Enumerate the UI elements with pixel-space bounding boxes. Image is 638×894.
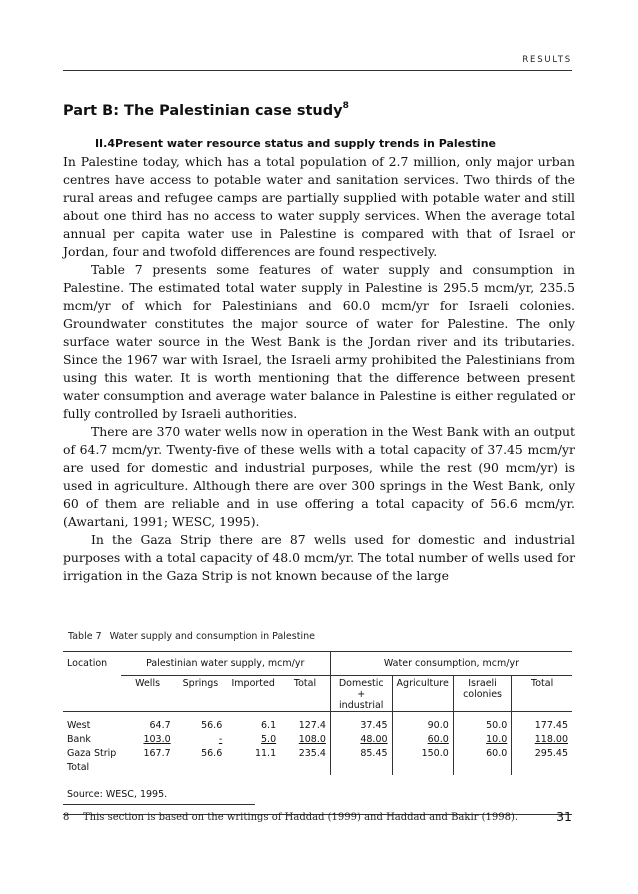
table-cell: 5.0	[261, 734, 277, 745]
table-cell: 11.1	[254, 748, 277, 759]
paragraph: In Palestine today, which has a total population of 2.7 million, only major urban centres have access to potable water and sanitation services. Two thirds of the rural areas and refugee camps are partially supplied with potable water and still about one third has no access to water supply services. When the average total annual per capita water use in Palestine is compared with that of Israel or Jordan, four and twofold differences are found respectively.	[63, 154, 575, 259]
row-label: Total	[67, 762, 90, 773]
running-head: RESULTS	[522, 55, 572, 65]
part-title-footnote-ref: 8	[342, 101, 349, 111]
table-source: Source: WESC, 1995.	[63, 775, 572, 815]
paragraph: Table 7 presents some features of water supply and consumption in Palestine. The estimated total water supply in Palestine is 295.5 mcm/yr, 235.5 mcm/yr of which for Palestinians and 60.0 mcm/yr for Israeli colonies. Groundwater constitutes the major source of water for Palestine. The only surface water source in the West Bank is the Jordan river and its tributaries. Since the 1967 war with Israel, the Israeli army prohibited the Palestinians from using this water. It is worth mentioning that the difference between present water consumption and average water balance in Palestine is either regulated or fully controlled by Israeli authorities.	[63, 262, 575, 421]
row-label: Gaza Strip	[67, 748, 117, 759]
table-cell: 177.45	[534, 720, 568, 731]
table-cell: 6.1	[261, 720, 277, 731]
paragraph: In the Gaza Strip there are 87 wells used for domestic and industrial purposes with a total capacity of 48.0 mcm/yr. The total number of wells used for irrigation in the Gaza Strip is not known because of the large	[63, 532, 575, 583]
header-rule	[63, 70, 572, 71]
section-title: Present water resource status and supply trends in Palestine	[115, 137, 496, 150]
column-header: Total	[512, 676, 572, 712]
part-title-text: Part B: The Palestinian case study	[63, 103, 343, 119]
column-header: Total	[280, 676, 330, 712]
column-header: Israeli colonies	[453, 676, 512, 712]
stub-header	[63, 676, 121, 712]
table-cell: 48.00	[360, 734, 388, 745]
table-cell: 118.00	[534, 734, 568, 745]
water-table	[63, 651, 572, 815]
table-data-body	[63, 712, 572, 776]
table-cell: 167.7	[143, 748, 171, 759]
table-source-row	[63, 775, 572, 815]
column-header: Agriculture	[392, 676, 453, 712]
table-cell: 50.0	[486, 720, 508, 731]
table-cell: 90.0	[427, 720, 449, 731]
footnote	[63, 812, 518, 823]
table-cell: 127.4	[298, 720, 326, 731]
table-group-header-row	[63, 652, 572, 676]
supply-group-header: Palestinian water supply, mcm/yr	[121, 652, 331, 676]
table-cell: 10.0	[486, 734, 508, 745]
paragraph: There are 370 water wells now in operation in the West Bank with an output of 64.7 mcm/yr. Twenty-five of these wells with a total capacity of 37.45 mcm/yr are used for domestic and industrial purposes, while the rest (90 mcm/yr) is used in agriculture. Although there are over 300 springs in the West Bank, only 60 of them are reliable and in use offering a total capacity of 56.6 mcm/yr. (Awartani, 1991; WESC, 1995).	[63, 424, 575, 529]
table-caption-text: Water supply and consumption in Palestine	[109, 631, 315, 642]
table-caption	[68, 631, 315, 642]
column-header: Wells	[121, 676, 175, 712]
table-cell: 60.0	[427, 734, 449, 745]
table-label: Table 7	[68, 631, 102, 642]
table-cell: 85.45	[360, 748, 388, 759]
footnote-rule	[63, 804, 255, 805]
body-text	[63, 153, 575, 585]
page-number: 31	[556, 809, 572, 824]
column-header: Imported	[226, 676, 280, 712]
table-cell: 150.0	[421, 748, 449, 759]
row-label: West Bank	[67, 720, 91, 745]
table-cell: 108.0	[298, 734, 326, 745]
table-cell: -	[218, 734, 223, 745]
table-cell: 60.0	[486, 748, 508, 759]
table-cell: 37.45	[360, 720, 388, 731]
table-cell: 103.0	[143, 734, 171, 745]
section-number: II.4	[94, 137, 115, 150]
section-heading	[63, 137, 496, 150]
footnote-mark: 8	[63, 812, 70, 823]
consumption-group-header: Water consumption, mcm/yr	[330, 652, 572, 676]
table-cell: 64.7	[149, 720, 171, 731]
table-cell: 56.6	[201, 720, 223, 731]
table-cell: 235.4	[298, 748, 326, 759]
location-header: Location	[63, 652, 121, 676]
column-header: Domestic + industrial	[330, 676, 392, 712]
table-cell: 295.45	[534, 748, 568, 759]
part-title	[63, 101, 349, 119]
table-column-header-row	[63, 676, 572, 712]
footnote-text: This section is based on the writings of Haddad (1999) and Haddad and Bakir (1998).	[83, 812, 519, 823]
table-cell: 56.6	[201, 748, 223, 759]
column-header: Springs	[175, 676, 227, 712]
